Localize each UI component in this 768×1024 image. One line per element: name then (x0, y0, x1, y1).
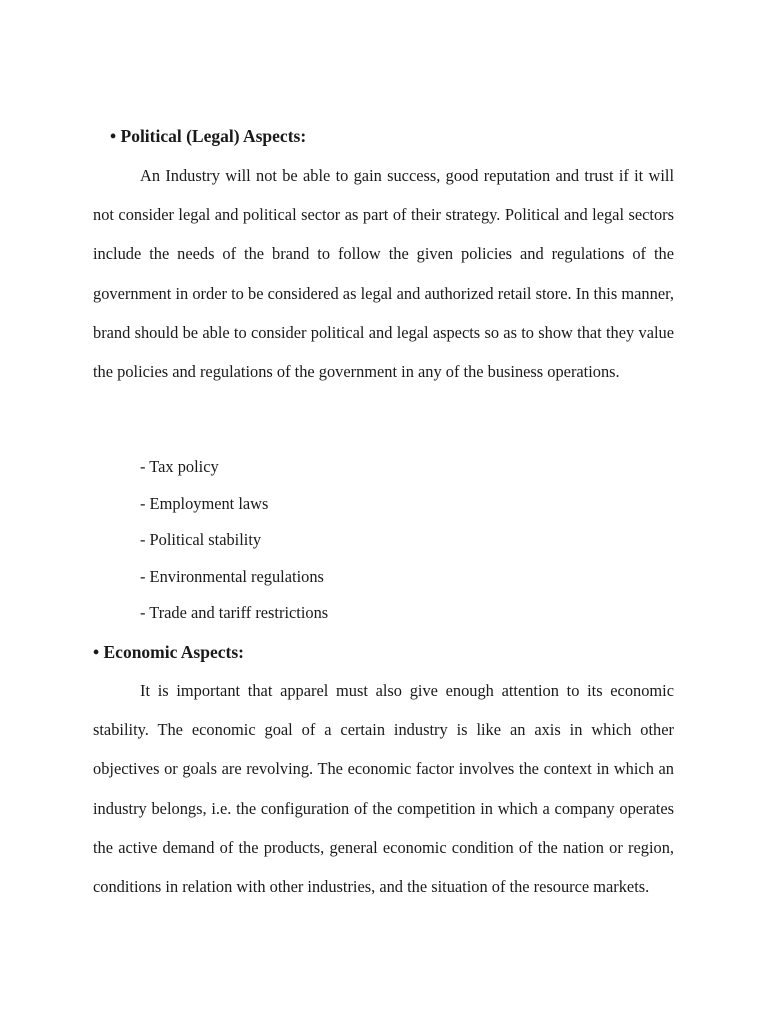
paragraph-political: An Industry will not be able to gain success, good reputation and trust if it will not consider legal and political sector as part of their strategy. Political and legal sectors include the needs of the brand to follow the given policies and regulations of the government in order to be considered as legal and authorized retail store. In this manner, brand should be able to consider political and legal aspects so as to show that they value the policies and regulations of the government in any of the business operations. (93, 166, 674, 382)
list-item: - Trade and tariff restrictions (140, 603, 329, 623)
list-item: - Tax policy (140, 457, 219, 476)
section-heading-economic: • Economic Aspects: (93, 642, 244, 662)
list-item: - Employment laws (140, 493, 269, 513)
list-item: - Environmental regulations (140, 566, 324, 586)
paragraph-economic: It is important that apparel must also give enough attention to its economic stability. The economic goal of a certain industry is like an axis in which other objectives or goals are revolving. The economic factor involves the context in which an industry belongs, i.e. the configuration of the competition in which a company operates the active demand of the products, general economic condition of the nation or region, conditions in relation with other industries, and the situation of the resource markets. (93, 681, 674, 897)
political-factors-list (140, 456, 328, 639)
list-item: - Political stability (140, 530, 262, 550)
section-heading-political: • Political (Legal) Aspects: (110, 126, 307, 146)
